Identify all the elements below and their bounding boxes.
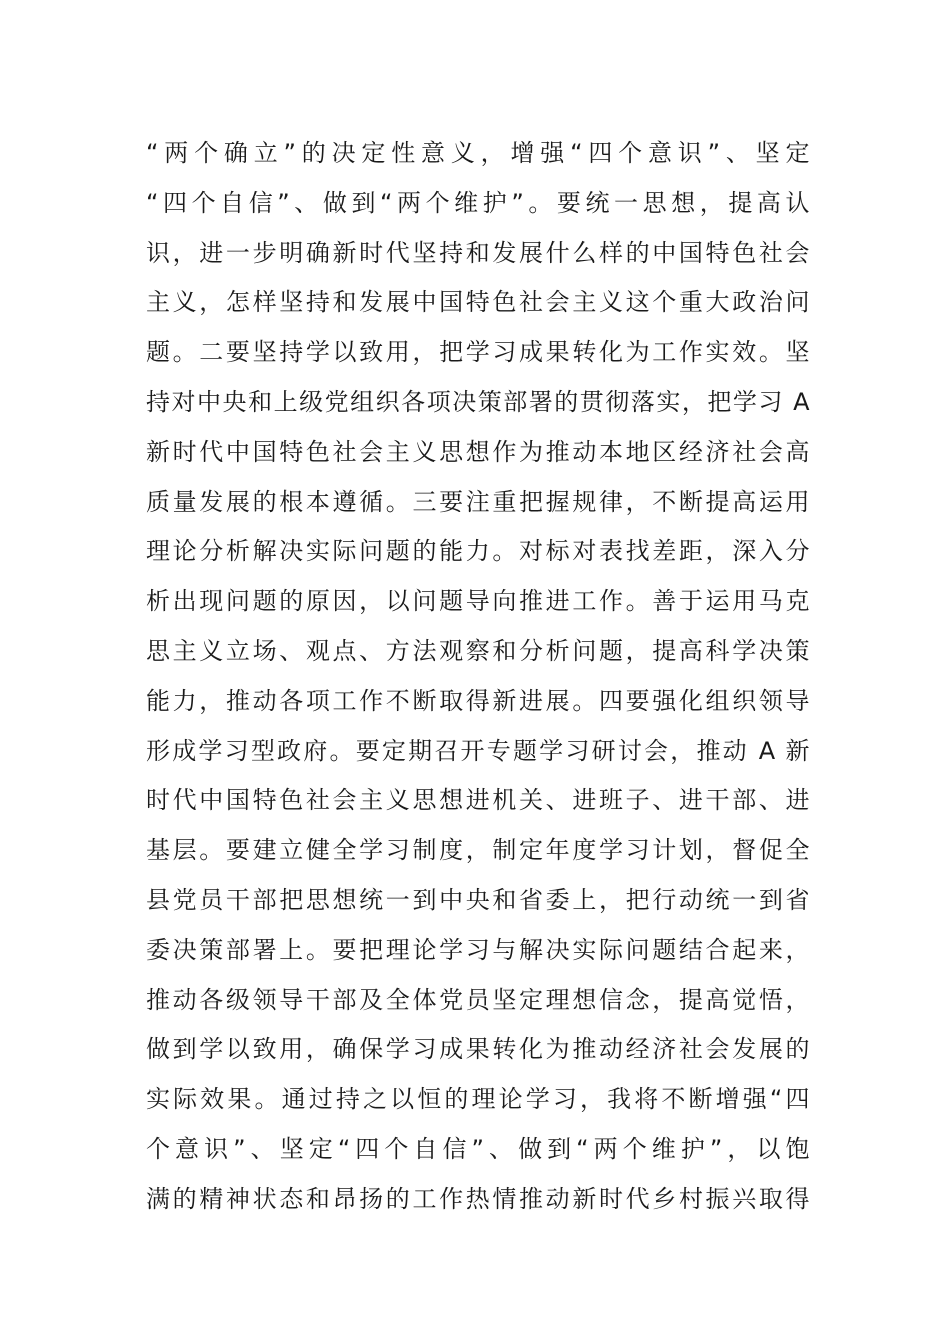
text-line: 新时代中国特色社会主义思想作为推动本地区经济社会高 <box>146 437 810 466</box>
text-line: 题。二要坚持学以致用，把学习成果转化为工作实效。坚 <box>146 338 810 367</box>
text-line: 基层。要建立健全学习制度，制定年度学习计划，督促全 <box>146 836 810 865</box>
text-line: 实际效果。通过持之以恒的理论学习，我将不断增强“四 <box>146 1085 810 1114</box>
text-line: 析出现问题的原因，以问题导向推进工作。善于运用马克 <box>146 587 810 616</box>
text-line: 能力，推动各项工作不断取得新进展。四要强化组织领导 <box>146 686 810 715</box>
text-line: 个意识”、坚定“四个自信”、做到“两个维护”，以饱 <box>146 1134 810 1163</box>
text-line: 做到学以致用，确保学习成果转化为推动经济社会发展的 <box>146 1035 810 1064</box>
text-line: 思主义立场、观点、方法观察和分析问题，提高科学决策 <box>146 636 810 665</box>
text-line: 满的精神状态和昂扬的工作热情推动新时代乡村振兴取得 <box>146 1184 810 1213</box>
text-line: 识，进一步明确新时代坚持和发展什么样的中国特色社会 <box>146 238 810 267</box>
text-line: 形成学习型政府。要定期召开专题学习研讨会，推动 A 新 <box>146 736 810 765</box>
text-line: 主义，怎样坚持和发展中国特色社会主义这个重大政治问 <box>146 288 810 317</box>
body-paragraph <box>146 129 810 1225</box>
text-line: “两个确立”的决定性意义，增强“四个意识”、坚定 <box>146 139 810 167</box>
text-line: 持对中央和上级党组织各项决策部署的贯彻落实，把学习 A <box>146 387 810 416</box>
text-line: 时代中国特色社会主义思想进机关、进班子、进干部、进 <box>146 786 810 815</box>
text-line: 委决策部署上。要把理论学习与解决实际问题结合起来， <box>146 935 810 964</box>
text-line: 县党员干部把思想统一到中央和省委上，把行动统一到省 <box>146 885 810 914</box>
text-line: 推动各级领导干部及全体党员坚定理想信念，提高觉悟， <box>146 985 810 1014</box>
text-line: “四个自信”、做到“两个维护”。要统一思想，提高认 <box>146 188 810 217</box>
text-line: 质量发展的根本遵循。三要注重把握规律，不断提高运用 <box>146 487 810 516</box>
text-line: 理论分析解决实际问题的能力。对标对表找差距，深入分 <box>146 537 810 566</box>
